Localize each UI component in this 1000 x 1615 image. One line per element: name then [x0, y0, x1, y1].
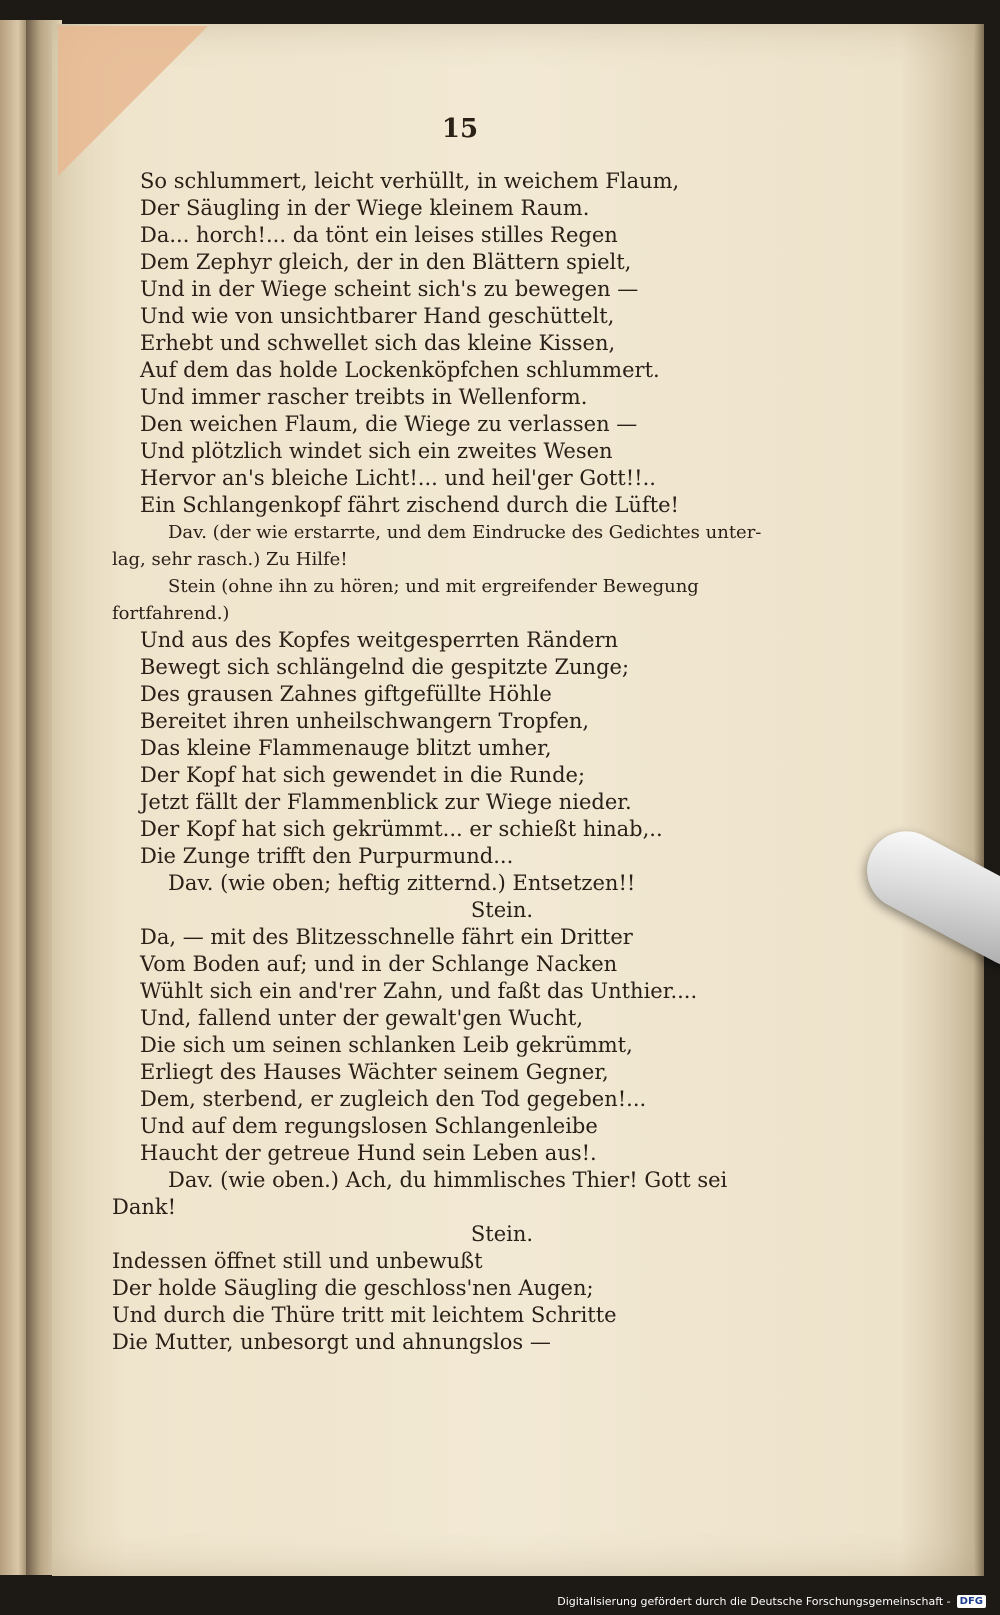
text-line: Die Zunge trifft den Purpurmund...	[140, 844, 514, 868]
text-line: So schlummert, leicht verhüllt, in weichem Flaum,	[140, 169, 680, 193]
text-line: Hervor an's bleiche Licht!... und heil'ger Gott!!..	[140, 466, 656, 490]
text-line: Und aus des Kopfes weitgesperrten Rändern	[140, 628, 619, 652]
text-line: Da, — mit des Blitzesschnelle fährt ein Dritter	[140, 925, 633, 949]
text-line: Indessen öffnet still und unbewußt	[112, 1249, 483, 1273]
footer-credit: Digitalisierung gefördert durch die Deutsche Forschungsgemeinschaft -	[557, 1594, 951, 1608]
text-line: Bereitet ihren unheilschwangern Tropfen,	[140, 709, 590, 733]
page-number: 15	[441, 114, 479, 144]
text-line: Jetzt fällt der Flammenblick zur Wiege nieder.	[140, 790, 632, 814]
text-line: Erhebt und schwellet sich das kleine Kissen,	[140, 331, 616, 355]
text-line: Bewegt sich schlängelnd die gespitzte Zunge;	[140, 655, 630, 679]
text-line: fortfahrend.)	[112, 603, 230, 624]
text-line: Der Kopf hat sich gewendet in die Runde;	[140, 763, 586, 787]
digitization-footer	[557, 1591, 986, 1611]
text-line: Der holde Säugling die geschloss'nen Augen;	[112, 1276, 594, 1300]
page-text	[112, 168, 812, 1356]
text-line: Da... horch!... da tönt ein leises stilles Regen	[140, 223, 618, 247]
text-line: Und durch die Thüre tritt mit leichtem Schritte	[112, 1303, 617, 1327]
text-line: Des grausen Zahnes giftgefüllte Höhle	[140, 682, 552, 706]
text-line: Wühlt sich ein and'rer Zahn, und faßt das Unthier....	[140, 979, 698, 1003]
text-line: Den weichen Flaum, die Wiege zu verlassen —	[140, 412, 638, 436]
text-line: Stein.	[470, 898, 534, 922]
text-line: Dav. (der wie erstarrte, und dem Eindrucke des Gedichtes unter-	[168, 522, 762, 543]
text-line: Und auf dem regungslosen Schlangenleibe	[140, 1114, 598, 1138]
text-line: Und, fallend unter der gewalt'gen Wucht,	[140, 1006, 584, 1030]
text-line: Dav. (wie oben.) Ach, du himmlisches Thier! Gott sei	[168, 1168, 728, 1192]
dfg-logo-icon: DFG	[957, 1595, 986, 1608]
next-pages-edge	[974, 24, 984, 1576]
text-line: Vom Boden auf; und in der Schlange Nacken	[140, 952, 618, 976]
text-line: Das kleine Flammenauge blitzt umher,	[140, 736, 552, 760]
text-line: Und immer rascher treibts in Wellenform.	[140, 385, 588, 409]
text-line: Der Säugling in der Wiege kleinem Raum.	[140, 196, 590, 220]
text-line: Ein Schlangenkopf fährt zischend durch die Lüfte!	[140, 493, 679, 517]
text-line: Und wie von unsichtbarer Hand geschüttelt,	[140, 304, 615, 328]
text-line: Dav. (wie oben; heftig zitternd.) Entsetzen!!	[168, 871, 636, 895]
text-line: Haucht der getreue Hund sein Leben aus!.	[140, 1141, 597, 1165]
text-line: Die Mutter, unbesorgt und ahnungslos —	[112, 1330, 551, 1354]
text-line: Dem, sterbend, er zugleich den Tod gegeben!...	[140, 1087, 647, 1111]
text-line: Und plötzlich windet sich ein zweites Wesen	[140, 439, 613, 463]
text-line: Stein.	[470, 1222, 534, 1246]
text-line: Dank!	[112, 1195, 177, 1219]
text-line: Stein (ohne ihn zu hören; und mit ergreifender Bewegung	[168, 576, 699, 597]
text-line: lag, sehr rasch.) Zu Hilfe!	[112, 549, 348, 570]
text-line: Die sich um seinen schlanken Leib gekrümmt,	[140, 1033, 633, 1057]
text-line: Erliegt des Hauses Wächter seinem Gegner,	[140, 1060, 609, 1084]
text-line: Dem Zephyr gleich, der in den Blättern spielt,	[140, 250, 632, 274]
text-line: Und in der Wiege scheint sich's zu bewegen —	[140, 277, 639, 301]
text-line: Auf dem das holde Lockenköpfchen schlummert.	[140, 358, 660, 382]
text-line: Der Kopf hat sich gekrümmt... er schießt hinab,..	[140, 817, 663, 841]
